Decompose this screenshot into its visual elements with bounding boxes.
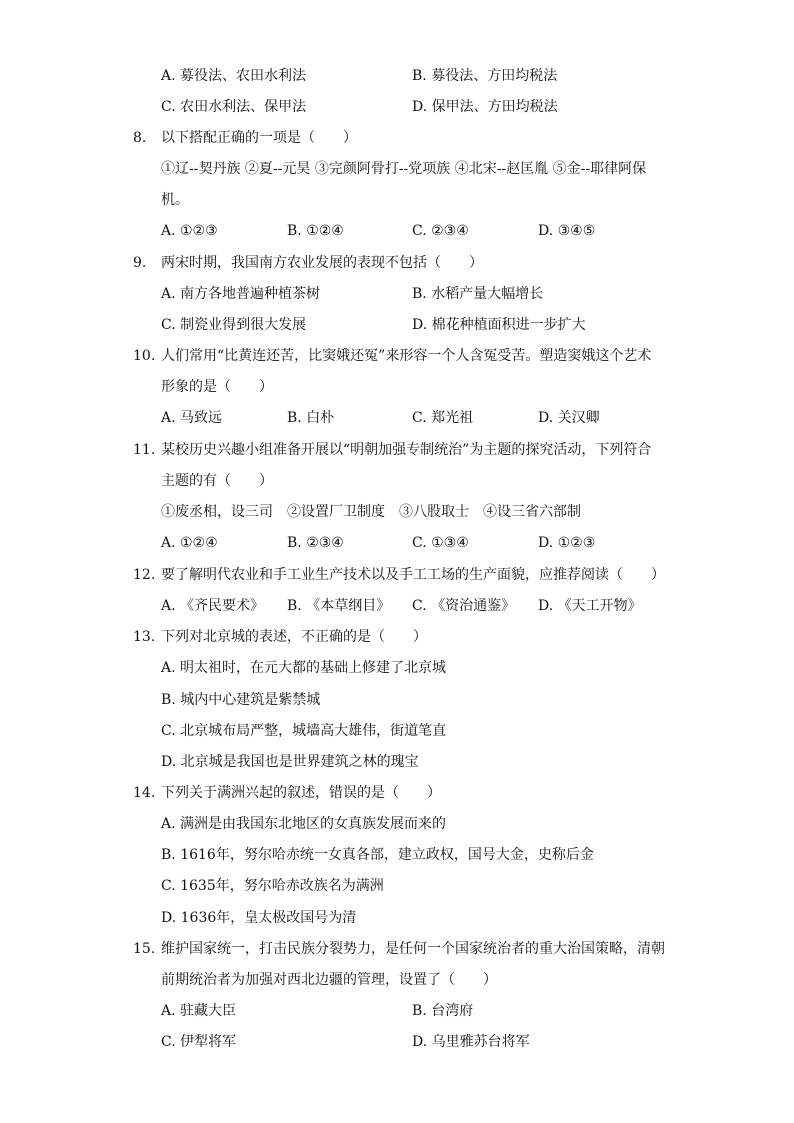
option-a: A. 驻藏大臣: [161, 1003, 237, 1019]
question-text: 两宋时期，我国南方农业发展的表现不包括（ ）: [161, 255, 483, 271]
question-text: 人们常用“比黄连还苦，比窦娥还冤”来形容一个人含冤受苦。塑造窦娥这个艺术: [161, 348, 652, 364]
option-d: D. 《天工开物》: [538, 598, 642, 614]
option-d: D. 棉花种植面积进一步扩大: [412, 317, 586, 333]
option-b: B. ①②④: [287, 223, 344, 239]
option-a: A. 南方各地普遍种植茶树: [161, 286, 321, 302]
option-a: A. 满洲是由我国东北地区的女真族发展而来的: [161, 816, 447, 832]
option-a: A. ①②③: [161, 223, 218, 239]
question-text: 以下搭配正确的一项是（ ）: [161, 130, 357, 146]
question-number: 13.: [133, 629, 156, 645]
question-text: ①辽--契丹族 ②夏--元昊 ③完颜阿骨打--党项族 ④北宋--赵匡胤 ⑤金--耶律阿保: [161, 161, 647, 177]
option-c: C. 北京城布局严整，城墙高大雄伟，街道笔直: [161, 723, 447, 739]
prev-option-a: A. 募役法、农田水利法: [161, 68, 307, 84]
question-number: 14.: [133, 785, 156, 801]
option-a: A. ①②④: [161, 535, 218, 551]
option-c: C. ②③④: [412, 223, 469, 239]
option-b: B. 城内中心建筑是紫禁城: [161, 692, 321, 708]
option-c: C. 1635年，努尔哈赤改族名为满洲: [161, 878, 384, 894]
option-d: D. 1636年，皇太极改国号为清: [161, 910, 357, 926]
option-b: B. 水稻产量大幅增长: [412, 286, 544, 302]
option-b: B. 台湾府: [412, 1003, 474, 1019]
question-text: 机。: [161, 192, 189, 208]
option-b: B. 1616年，努尔哈赤统一女真各部，建立政权，国号大金，史称后金: [161, 847, 594, 863]
option-c: C. 《资治通鉴》: [412, 598, 516, 614]
prev-option-d: D. 保甲法、方田均税法: [412, 99, 558, 115]
option-c: C. 郑光祖: [412, 410, 474, 426]
option-d: D. ③④⑤: [538, 223, 596, 239]
option-b: B. 白朴: [287, 410, 335, 426]
question-text: 某校历史兴趣小组准备开展以“明朝加强专制统治”为主题的探究活动，下列符合: [161, 442, 652, 458]
option-a: A. 明太祖时，在元大都的基础上修建了北京城: [161, 660, 447, 676]
question-text: 下列对北京城的表述，不正确的是（ ）: [161, 629, 427, 645]
question-number: 9.: [133, 255, 147, 271]
question-number: 10.: [133, 348, 156, 364]
option-c: C. 伊犁将军: [161, 1034, 237, 1050]
question-text: 要了解明代农业和手工业生产技术以及手工工场的生产面貌，应推荐阅读（ ）: [161, 567, 665, 583]
question-text: ①废丞相，设三司 ②设置厂卫制度 ③八股取士 ④设三省六部制: [161, 504, 581, 520]
option-d: D. ①②③: [538, 535, 596, 551]
question-number: 15.: [133, 941, 156, 957]
question-number: 8.: [133, 130, 147, 146]
question-text: 下列关于满洲兴起的叙述，错误的是（ ）: [161, 785, 441, 801]
question-number: 11.: [133, 442, 156, 458]
question-text: 形象的是（ ）: [161, 379, 273, 395]
question-text: 维护国家统一，打击民族分裂势力，是任何一个国家统治者的重大治国策略，清朝: [161, 941, 665, 957]
question-number: 12.: [133, 567, 156, 583]
option-a: A. 《齐民要术》: [161, 598, 265, 614]
option-a: A. 马致远: [161, 410, 223, 426]
prev-option-b: B. 募役法、方田均税法: [412, 68, 558, 84]
option-d: D. 北京城是我国也是世界建筑之林的瑰宝: [161, 754, 419, 770]
question-text: 主题的有（ ）: [161, 473, 273, 489]
option-d: D. 关汉卿: [538, 410, 600, 426]
option-c: C. 制瓷业得到很大发展: [161, 317, 307, 333]
option-c: C. ①③④: [412, 535, 469, 551]
prev-option-c: C. 农田水利法、保甲法: [161, 99, 307, 115]
question-text: 前期统治者为加强对西北边疆的管理，设置了（ ）: [161, 972, 497, 988]
option-b: B. 《本草纲目》: [287, 598, 391, 614]
option-b: B. ②③④: [287, 535, 344, 551]
option-d: D. 乌里雅苏台将军: [412, 1034, 530, 1050]
